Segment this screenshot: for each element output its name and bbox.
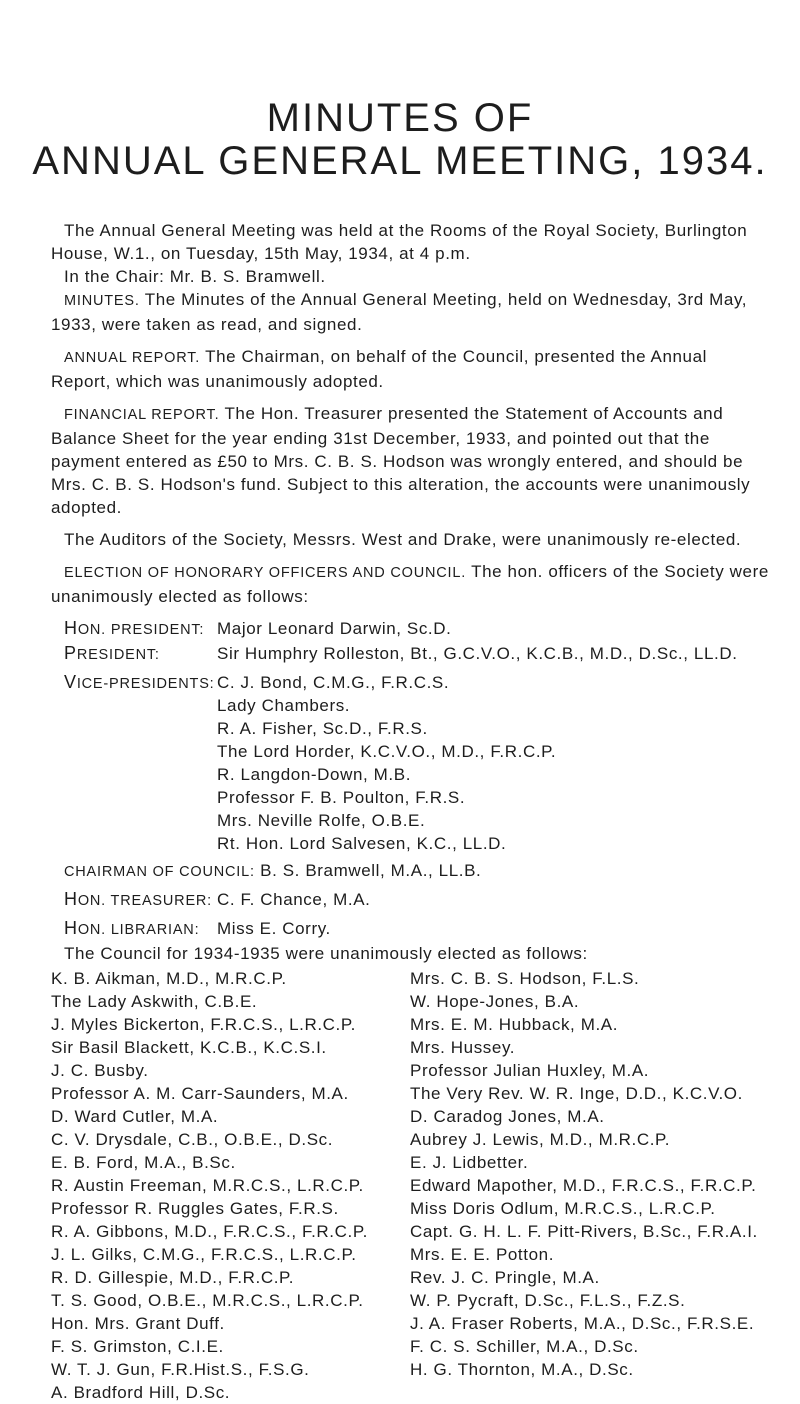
council-member: Capt. G. H. L. F. Pitt-Rivers, B.Sc., F.R.A.I. <box>410 1222 758 1241</box>
council-member: R. D. Gillespie, M.D., F.R.C.P. <box>51 1268 295 1287</box>
officer-row-chairman <box>64 859 769 884</box>
council-member: Mrs. C. B. S. Hodson, F.L.S. <box>410 969 640 988</box>
council-column-left <box>51 967 410 1404</box>
council-column-right <box>410 967 769 1404</box>
treasurer-name: C. F. Chance, M.A. <box>217 890 371 909</box>
council-list <box>51 967 769 1404</box>
council-member: Professor R. Ruggles Gates, F.R.S. <box>51 1199 339 1218</box>
election-paragraph <box>51 560 769 608</box>
president-label: PRESIDENT: <box>64 643 160 663</box>
council-member: H. G. Thornton, M.A., D.Sc. <box>410 1360 634 1379</box>
minutes-text: The Minutes of the Annual General Meeting, held on Wednesday, 3rd May, 1933, were taken as read, and signed. <box>51 290 748 334</box>
council-member: Aubrey J. Lewis, M.D., M.R.C.P. <box>410 1130 671 1149</box>
vice-president: R. Langdon-Down, M.B. <box>217 765 412 784</box>
council-member: Edward Mapother, M.D., F.R.C.S., F.R.C.P. <box>410 1176 757 1195</box>
council-member: D. Caradog Jones, M.A. <box>410 1107 605 1126</box>
hon-president-label: HON. PRESIDENT: <box>64 618 205 638</box>
council-member: K. B. Aikman, M.D., M.R.C.P. <box>51 969 287 988</box>
council-member: D. Ward Cutler, M.A. <box>51 1107 219 1126</box>
chairman-name: B. S. Bramwell, M.A., LL.B. <box>260 861 482 880</box>
annual-report-label: ANNUAL REPORT. <box>64 350 201 366</box>
vice-presidents-label: VICE-PRESIDENTS: <box>64 672 215 692</box>
financial-report-paragraph <box>51 402 769 519</box>
council-member: C. V. Drysdale, C.B., O.B.E., D.Sc. <box>51 1130 334 1149</box>
council-member: Mrs. Hussey. <box>410 1038 516 1057</box>
council-member: J. L. Gilks, C.M.G., F.R.C.S., L.R.C.P. <box>51 1245 357 1264</box>
council-member: Mrs. E. E. Potton. <box>410 1245 555 1264</box>
officer-row-hon-president <box>64 617 769 642</box>
vice-president: Rt. Hon. Lord Salvesen, K.C., LL.D. <box>217 834 507 853</box>
officer-row-vice-presidents <box>64 671 769 855</box>
council-member: Sir Basil Blackett, K.C.B., K.C.S.I. <box>51 1038 327 1057</box>
council-member: Miss Doris Odlum, M.R.C.S., L.R.C.P. <box>410 1199 716 1218</box>
council-member: The Lady Askwith, C.B.E. <box>51 992 258 1011</box>
council-intro: The Council for 1934-1935 were unanimously elected as follows: <box>64 944 588 963</box>
vice-president: The Lord Horder, K.C.V.O., M.D., F.R.C.P. <box>217 742 557 761</box>
council-member: J. A. Fraser Roberts, M.A., D.Sc., F.R.S.E. <box>410 1314 755 1333</box>
council-member: F. S. Grimston, C.I.E. <box>51 1337 224 1356</box>
council-member: E. B. Ford, M.A., B.Sc. <box>51 1153 236 1172</box>
council-member: J. C. Busby. <box>51 1061 149 1080</box>
officer-row-librarian <box>64 917 769 942</box>
council-member: W. Hope-Jones, B.A. <box>410 992 580 1011</box>
council-member: The Very Rev. W. R. Inge, D.D., K.C.V.O. <box>410 1084 743 1103</box>
financial-report-text: The Hon. Treasurer presented the Statement of Accounts and Balance Sheet for the year ending 31st December, 1933, and pointed out that the payment entered as £50 to Mrs. C. B. S. Hodson was wrongly entered, and should be Mrs. C. B. S. Hodson's fund. Subject to this alteration, the accounts were unanimously adopted. <box>51 404 751 517</box>
officer-row-president <box>64 642 769 667</box>
hon-president-name: Major Leonard Darwin, Sc.D. <box>217 619 452 638</box>
vice-presidents-list <box>217 671 769 855</box>
council-member: W. T. J. Gun, F.R.Hist.S., F.S.G. <box>51 1360 310 1379</box>
annual-report-paragraph <box>51 345 769 393</box>
council-member: Professor Julian Huxley, M.A. <box>410 1061 650 1080</box>
vice-president: Professor F. B. Poulton, F.R.S. <box>217 788 466 807</box>
vice-president: Lady Chambers. <box>217 696 351 715</box>
minutes-paragraph <box>51 288 769 336</box>
council-member: Professor A. M. Carr-Saunders, M.A. <box>51 1084 349 1103</box>
council-member: T. S. Good, O.B.E., M.R.C.S., L.R.C.P. <box>51 1291 364 1310</box>
financial-report-label: FINANCIAL REPORT. <box>64 407 220 423</box>
librarian-label: HON. LIBRARIAN: <box>64 918 200 938</box>
annual-report-text: The Chairman, on behalf of the Council, presented the Annual Report, which was unanimously adopted. <box>51 347 708 391</box>
minutes-body <box>51 219 769 1404</box>
council-member: W. P. Pycraft, D.Sc., F.L.S., F.Z.S. <box>410 1291 686 1310</box>
vice-president: C. J. Bond, C.M.G., F.R.C.S. <box>217 673 450 692</box>
council-member: F. C. S. Schiller, M.A., D.Sc. <box>410 1337 639 1356</box>
council-member: E. J. Lidbetter. <box>410 1153 529 1172</box>
council-member: A. Bradford Hill, D.Sc. <box>51 1383 231 1402</box>
council-member: Mrs. E. M. Hubback, M.A. <box>410 1015 619 1034</box>
vice-president: R. A. Fisher, Sc.D., F.R.S. <box>217 719 428 738</box>
title-minutes-of: MINUTES OF <box>266 96 534 140</box>
librarian-name: Miss E. Corry. <box>217 919 331 938</box>
council-member: J. Myles Bickerton, F.R.C.S., L.R.C.P. <box>51 1015 356 1034</box>
vice-president: Mrs. Neville Rolfe, O.B.E. <box>217 811 426 830</box>
auditors-paragraph: The Auditors of the Society, Messrs. West and Drake, were unanimously re-elected. <box>64 530 742 549</box>
treasurer-label: HON. TREASURER: <box>64 889 213 909</box>
council-member: R. A. Gibbons, M.D., F.R.C.S., F.R.C.P. <box>51 1222 368 1241</box>
minutes-label: MINUTES. <box>64 293 140 309</box>
intro-paragraph: The Annual General Meeting was held at the Rooms of the Royal Society, Burlington House, W.1., on Tuesday, 15th May, 1934, at 4 p.m. <box>51 221 748 263</box>
election-label: ELECTION OF HONORARY OFFICERS AND COUNCIL. <box>64 565 467 581</box>
council-member: Hon. Mrs. Grant Duff. <box>51 1314 225 1333</box>
council-member: R. Austin Freeman, M.R.C.S., L.R.C.P. <box>51 1176 364 1195</box>
president-name: Sir Humphry Rolleston, Bt., G.C.V.O., K.C.B., M.D., D.Sc., LL.D. <box>217 644 738 663</box>
election-text: The hon. officers of the Society were unanimously elected as follows: <box>51 562 769 606</box>
chair-line: In the Chair: Mr. B. S. Bramwell. <box>64 267 326 286</box>
chairman-label: CHAIRMAN OF COUNCIL: <box>64 864 255 880</box>
council-member: Rev. J. C. Pringle, M.A. <box>410 1268 600 1287</box>
officer-row-treasurer <box>64 888 769 913</box>
officers-list <box>64 617 769 942</box>
title-meeting: ANNUAL GENERAL MEETING, 1934. <box>32 139 768 183</box>
